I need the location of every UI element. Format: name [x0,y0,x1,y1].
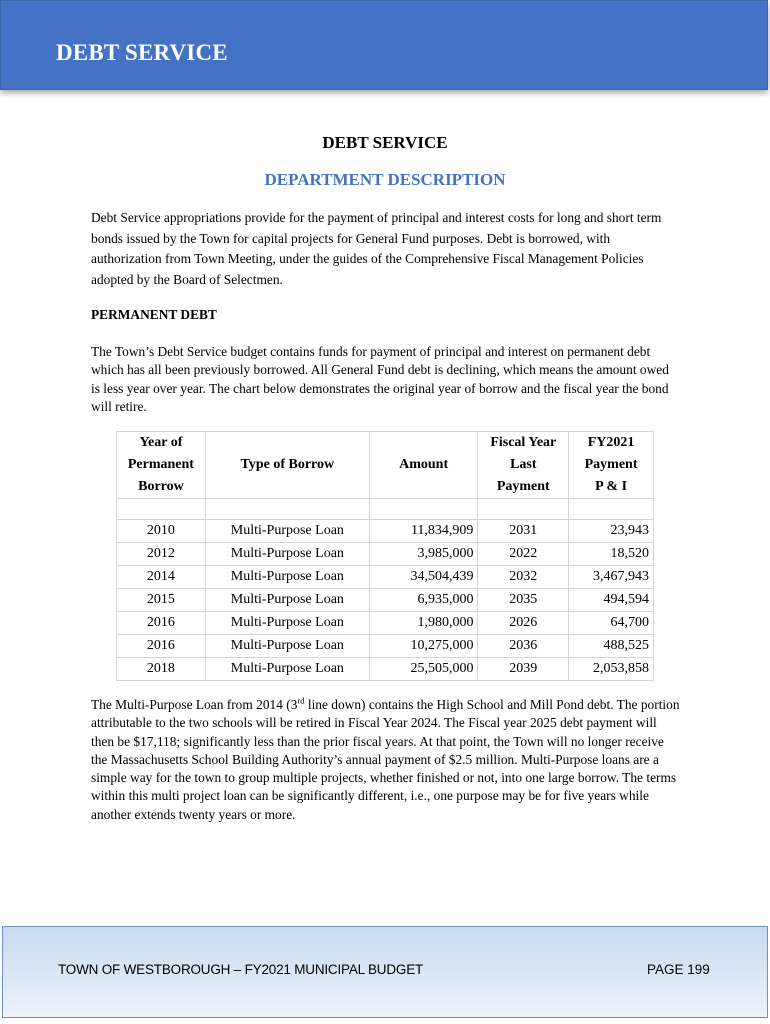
cell-payment: 488,525 [569,635,654,658]
cell-last-payment: 2035 [478,589,569,612]
header-payment-line-1: FY2021 [587,435,635,450]
header-payment-line-2: Payment [584,457,638,472]
cell-type: Multi-Purpose Loan [205,612,369,635]
cell-last-payment: 2026 [478,612,569,635]
cell-last-payment: 2036 [478,635,569,658]
table-row [117,635,654,658]
cell-amount: 3,985,000 [369,543,478,566]
cell-year: 2015 [117,589,206,612]
intro-paragraph: Debt Service appropriations provide for the payment of principal and interest costs for long and short term bonds issued by the Town for capital projects for General Fund purposes. Debt is borrowed, with authorization from Town Meeting, under the guides of the Comprehensive Fiscal Management Policies adopted by the Board of Selectmen. [91,210,662,287]
cell-type: Multi-Purpose Loan [205,520,369,543]
cell-payment: 23,943 [569,520,654,543]
permanent-debt-paragraph: The Town’s Debt Service budget contains funds for payment of principal and interest on permanent debt which has all been previously borrowed. All General Fund debt is declining, which means the amount owed is less year over year. The chart below demonstrates the original year of borrow and the fiscal year the bond will retire. [91,344,669,414]
table-row [117,589,654,612]
header-year-line-2: Permanent [127,457,194,472]
header-type: Type of Borrow [205,432,369,499]
cell-type: Multi-Purpose Loan [205,589,369,612]
table-row [117,543,654,566]
cell-year: 2010 [117,520,206,543]
cell-last-payment: 2039 [478,658,569,681]
cell-amount: 25,505,000 [369,658,478,681]
cell-payment: 18,520 [569,543,654,566]
spacer-cell [569,499,654,520]
header-last-line-1: Fiscal Year [490,435,557,450]
spacer-cell [478,499,569,520]
cell-type: Multi-Purpose Loan [205,543,369,566]
cell-payment: 3,467,943 [569,566,654,589]
header-last-line-3: Payment [496,479,550,494]
cell-type: Multi-Purpose Loan [205,658,369,681]
table-spacer-row [117,499,654,520]
cell-amount: 10,275,000 [369,635,478,658]
cell-year: 2018 [117,658,206,681]
cell-year: 2016 [117,612,206,635]
cell-amount: 34,504,439 [369,566,478,589]
table-row [117,612,654,635]
cell-payment: 494,594 [569,589,654,612]
cell-year: 2014 [117,566,206,589]
closing-text-part-1: The Multi-Purpose Loan from 2014 (3 [91,697,298,712]
table-row [117,520,654,543]
debt-table [116,431,654,681]
footer-title: TOWN OF WESTBOROUGH – FY2021 MUNICIPAL BUDGET [58,962,424,977]
header-year [117,432,206,499]
header-year-line-3: Borrow [138,479,184,494]
header-last-payment [478,432,569,499]
header-payment-line-3: P & I [595,479,628,494]
header-amount: Amount [369,432,478,499]
table-header-row [117,432,654,499]
cell-amount: 11,834,909 [369,520,478,543]
document-title: DEBT SERVICE [322,133,448,152]
cell-type: Multi-Purpose Loan [205,566,369,589]
ordinal-suffix: rd [297,695,305,706]
spacer-cell [117,499,206,520]
cell-last-payment: 2032 [478,566,569,589]
closing-paragraph [91,696,681,824]
cell-payment: 2,053,858 [569,658,654,681]
permanent-debt-heading: PERMANENT DEBT [91,307,217,322]
cell-year: 2016 [117,635,206,658]
closing-text-part-2: line down) contains the High School and Mill Pond debt. The portion attributable to the two schools will be retired in Fiscal Year 2024. The Fiscal year 2025 debt payment will then be $17,118; significantly less than the prior fiscal years. At that point, the Town will no longer receive the Massachusetts School Building Authority’s annual payment of $2.5 million. Multi-Purpose loans are a simple way for the town to group multiple projects, whether finished or not, into one large borrow. The terms within this multi project loan can be significantly different, i.e., one purpose may be for five years while another extends twenty years or more. [91,697,680,822]
header-title: DEBT SERVICE [56,40,228,65]
cell-year: 2012 [117,543,206,566]
header-year-line-1: Year of [139,435,183,450]
header-last-line-2: Last [510,457,537,472]
spacer-cell [369,499,478,520]
table-row [117,566,654,589]
cell-amount: 6,935,000 [369,589,478,612]
cell-last-payment: 2031 [478,520,569,543]
cell-type: Multi-Purpose Loan [205,635,369,658]
page-number: PAGE 199 [647,962,710,977]
cell-last-payment: 2022 [478,543,569,566]
header-payment [569,432,654,499]
table-row [117,658,654,681]
cell-payment: 64,700 [569,612,654,635]
cell-amount: 1,980,000 [369,612,478,635]
section-title: DEPARTMENT DESCRIPTION [264,170,506,189]
spacer-cell [205,499,369,520]
